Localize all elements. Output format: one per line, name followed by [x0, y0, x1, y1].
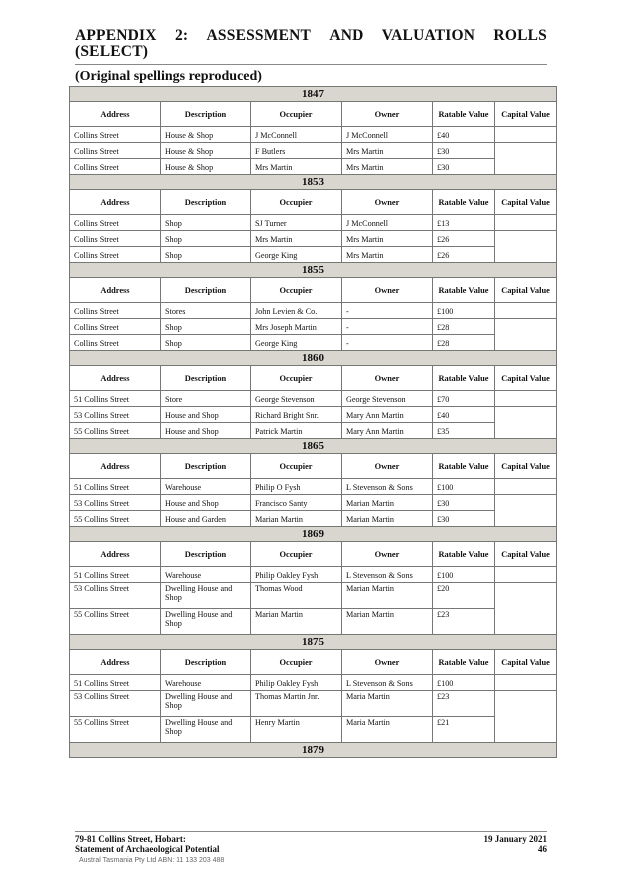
column-header: Ratable Value — [433, 542, 495, 567]
column-header: Capital Value — [495, 650, 557, 675]
column-header: Description — [161, 102, 251, 127]
description-cell: House & Shop — [161, 159, 251, 175]
address-cell: 53 Collins Street — [70, 583, 161, 609]
description-cell: Shop — [161, 319, 251, 335]
address-cell: Collins Street — [70, 143, 161, 159]
occupier-cell: F Butlers — [251, 143, 342, 159]
table-row — [70, 303, 557, 319]
column-header: Ratable Value — [433, 278, 495, 303]
description-cell: Stores — [161, 303, 251, 319]
address-cell: 51 Collins Street — [70, 479, 161, 495]
table-row — [70, 159, 557, 175]
column-header-row — [70, 102, 557, 127]
subtitle: (Original spellings reproduced) — [75, 69, 262, 84]
column-header: Owner — [342, 542, 433, 567]
table-row — [70, 479, 557, 495]
address-cell: 55 Collins Street — [70, 609, 161, 635]
table-row — [70, 567, 557, 583]
capital-value-cell — [495, 675, 557, 691]
table-row — [70, 319, 557, 335]
ratable-value-cell: £70 — [433, 391, 495, 407]
address-cell: 51 Collins Street — [70, 391, 161, 407]
column-header: Owner — [342, 366, 433, 391]
footer-address: 79-81 Collins Street, Hobart: — [75, 834, 186, 844]
column-header: Address — [70, 190, 161, 215]
owner-cell: J McConnell — [342, 215, 433, 231]
footer-company: Austral Tasmania Pty Ltd ABN: 11 133 203 488 — [79, 857, 225, 864]
year-label: 1847 — [70, 87, 557, 102]
owner-cell: Marian Martin — [342, 609, 433, 635]
capital-value-cell — [495, 391, 557, 407]
column-header: Owner — [342, 190, 433, 215]
column-header: Ratable Value — [433, 366, 495, 391]
owner-cell: Mrs Martin — [342, 159, 433, 175]
ratable-value-cell: £23 — [433, 609, 495, 635]
column-header: Occupier — [251, 650, 342, 675]
capital-value-cell — [495, 231, 557, 263]
heading-rule — [75, 64, 547, 65]
column-header: Capital Value — [495, 278, 557, 303]
address-cell: Collins Street — [70, 215, 161, 231]
table-row — [70, 215, 557, 231]
heading-line-2: (SELECT) — [75, 43, 149, 60]
address-cell: Collins Street — [70, 231, 161, 247]
occupier-cell: SJ Turner — [251, 215, 342, 231]
year-label: 1879 — [70, 743, 557, 758]
address-cell: Collins Street — [70, 127, 161, 143]
owner-cell: Mary Ann Martin — [342, 423, 433, 439]
description-cell: Dwelling House and Shop — [161, 583, 251, 609]
occupier-cell: George Stevenson — [251, 391, 342, 407]
description-cell: Dwelling House and Shop — [161, 609, 251, 635]
owner-cell: J McConnell — [342, 127, 433, 143]
footer-meta — [400, 834, 547, 854]
address-cell: Collins Street — [70, 335, 161, 351]
column-header: Occupier — [251, 454, 342, 479]
ratable-value-cell: £30 — [433, 159, 495, 175]
footer-document-title — [75, 834, 220, 854]
column-header: Description — [161, 190, 251, 215]
description-cell: House & Shop — [161, 127, 251, 143]
description-cell: House & Shop — [161, 143, 251, 159]
column-header-row — [70, 278, 557, 303]
column-header: Address — [70, 366, 161, 391]
year-label: 1865 — [70, 439, 557, 454]
heading-word: ROLLS — [493, 27, 547, 44]
description-cell: Warehouse — [161, 479, 251, 495]
address-cell: 53 Collins Street — [70, 691, 161, 717]
table-row — [70, 143, 557, 159]
owner-cell: L Stevenson & Sons — [342, 567, 433, 583]
column-header: Description — [161, 366, 251, 391]
table-row — [70, 717, 557, 743]
occupier-cell: Marian Martin — [251, 609, 342, 635]
occupier-cell: J McConnell — [251, 127, 342, 143]
description-cell: House and Shop — [161, 407, 251, 423]
column-header: Ratable Value — [433, 102, 495, 127]
heading-word: ASSESSMENT — [206, 27, 312, 44]
occupier-cell: Henry Martin — [251, 717, 342, 743]
owner-cell: Marian Martin — [342, 495, 433, 511]
description-cell: Shop — [161, 231, 251, 247]
year-label: 1875 — [70, 635, 557, 650]
column-header: Address — [70, 102, 161, 127]
year-label: 1853 — [70, 175, 557, 190]
column-header: Description — [161, 278, 251, 303]
column-header: Owner — [342, 278, 433, 303]
year-row — [70, 263, 557, 278]
ratable-value-cell: £28 — [433, 335, 495, 351]
table-row — [70, 609, 557, 635]
owner-cell: L Stevenson & Sons — [342, 479, 433, 495]
ratable-value-cell: £40 — [433, 407, 495, 423]
address-cell: 51 Collins Street — [70, 675, 161, 691]
description-cell: Shop — [161, 335, 251, 351]
occupier-cell: Mrs Joseph Martin — [251, 319, 342, 335]
capital-value-cell — [495, 127, 557, 143]
column-header: Occupier — [251, 542, 342, 567]
column-header: Ratable Value — [433, 454, 495, 479]
column-header: Address — [70, 542, 161, 567]
owner-cell: - — [342, 335, 433, 351]
address-cell: Collins Street — [70, 319, 161, 335]
ratable-value-cell: £23 — [433, 691, 495, 717]
address-cell: 55 Collins Street — [70, 511, 161, 527]
occupier-cell: Philip O Fysh — [251, 479, 342, 495]
appendix-heading — [75, 28, 547, 60]
occupier-cell: Marian Martin — [251, 511, 342, 527]
column-header: Capital Value — [495, 102, 557, 127]
address-cell: 53 Collins Street — [70, 495, 161, 511]
ratable-value-cell: £30 — [433, 495, 495, 511]
column-header: Description — [161, 454, 251, 479]
capital-value-cell — [495, 495, 557, 527]
address-cell: Collins Street — [70, 303, 161, 319]
description-cell: Dwelling House and Shop — [161, 691, 251, 717]
address-cell: Collins Street — [70, 159, 161, 175]
address-cell: Collins Street — [70, 247, 161, 263]
table-row — [70, 391, 557, 407]
owner-cell: L Stevenson & Sons — [342, 675, 433, 691]
ratable-value-cell: £21 — [433, 717, 495, 743]
column-header: Owner — [342, 454, 433, 479]
column-header-row — [70, 650, 557, 675]
occupier-cell: Mrs Martin — [251, 159, 342, 175]
occupier-cell: Philip Oakley Fysh — [251, 567, 342, 583]
year-row — [70, 527, 557, 542]
column-header: Capital Value — [495, 366, 557, 391]
ratable-value-cell: £100 — [433, 479, 495, 495]
owner-cell: Mrs Martin — [342, 143, 433, 159]
owner-cell: Marian Martin — [342, 511, 433, 527]
description-cell: Store — [161, 391, 251, 407]
address-cell: 53 Collins Street — [70, 407, 161, 423]
table-row — [70, 127, 557, 143]
table-row — [70, 423, 557, 439]
table-row — [70, 495, 557, 511]
column-header-row — [70, 190, 557, 215]
owner-cell: Marian Martin — [342, 583, 433, 609]
column-header: Capital Value — [495, 542, 557, 567]
table-row — [70, 511, 557, 527]
column-header: Ratable Value — [433, 650, 495, 675]
table-row — [70, 691, 557, 717]
column-header: Address — [70, 278, 161, 303]
column-header: Owner — [342, 102, 433, 127]
capital-value-cell — [495, 407, 557, 439]
year-row — [70, 635, 557, 650]
ratable-value-cell: £28 — [433, 319, 495, 335]
ratable-value-cell: £30 — [433, 511, 495, 527]
ratable-value-cell: £100 — [433, 303, 495, 319]
occupier-cell: George King — [251, 247, 342, 263]
capital-value-cell — [495, 303, 557, 319]
column-header: Address — [70, 650, 161, 675]
occupier-cell: Francisco Santy — [251, 495, 342, 511]
column-header: Occupier — [251, 102, 342, 127]
footer-date: 19 January 2021 — [483, 834, 547, 844]
page-number: 46 — [538, 844, 547, 854]
heading-word: AND — [329, 27, 364, 44]
occupier-cell: Richard Bright Snr. — [251, 407, 342, 423]
column-header: Description — [161, 650, 251, 675]
column-header: Occupier — [251, 190, 342, 215]
footer-rule — [75, 831, 547, 832]
capital-value-cell — [495, 143, 557, 175]
year-row — [70, 743, 557, 758]
owner-cell: Mrs Martin — [342, 231, 433, 247]
column-header: Capital Value — [495, 454, 557, 479]
owner-cell: - — [342, 303, 433, 319]
occupier-cell: George King — [251, 335, 342, 351]
year-row — [70, 87, 557, 102]
column-header-row — [70, 454, 557, 479]
address-cell: 51 Collins Street — [70, 567, 161, 583]
ratable-value-cell: £35 — [433, 423, 495, 439]
capital-value-cell — [495, 583, 557, 635]
column-header: Ratable Value — [433, 190, 495, 215]
column-header: Description — [161, 542, 251, 567]
ratable-value-cell: £30 — [433, 143, 495, 159]
occupier-cell: Mrs Martin — [251, 231, 342, 247]
heading-line-1 — [75, 28, 547, 44]
year-row — [70, 175, 557, 190]
column-header: Address — [70, 454, 161, 479]
column-header: Capital Value — [495, 190, 557, 215]
capital-value-cell — [495, 567, 557, 583]
description-cell: Dwelling House and Shop — [161, 717, 251, 743]
valuation-rolls-table — [69, 86, 557, 758]
description-cell: House and Garden — [161, 511, 251, 527]
table-row — [70, 231, 557, 247]
column-header: Occupier — [251, 366, 342, 391]
owner-cell: Maria Martin — [342, 717, 433, 743]
occupier-cell: Thomas Martin Jnr. — [251, 691, 342, 717]
year-label: 1855 — [70, 263, 557, 278]
table-row — [70, 407, 557, 423]
capital-value-cell — [495, 691, 557, 743]
column-header: Owner — [342, 650, 433, 675]
ratable-value-cell: £100 — [433, 567, 495, 583]
occupier-cell: Thomas Wood — [251, 583, 342, 609]
occupier-cell: John Levien & Co. — [251, 303, 342, 319]
description-cell: House and Shop — [161, 495, 251, 511]
table-row — [70, 583, 557, 609]
heading-word: APPENDIX — [75, 27, 157, 44]
description-cell: House and Shop — [161, 423, 251, 439]
table-row — [70, 247, 557, 263]
capital-value-cell — [495, 479, 557, 495]
ratable-value-cell: £40 — [433, 127, 495, 143]
year-row — [70, 439, 557, 454]
owner-cell: Maria Martin — [342, 691, 433, 717]
year-row — [70, 351, 557, 366]
capital-value-cell — [495, 319, 557, 351]
footer-statement: Statement of Archaeological Potential — [75, 844, 220, 854]
address-cell: 55 Collins Street — [70, 423, 161, 439]
column-header: Occupier — [251, 278, 342, 303]
address-cell: 55 Collins Street — [70, 717, 161, 743]
ratable-value-cell: £13 — [433, 215, 495, 231]
owner-cell: - — [342, 319, 433, 335]
year-label: 1869 — [70, 527, 557, 542]
description-cell: Warehouse — [161, 675, 251, 691]
capital-value-cell — [495, 215, 557, 231]
ratable-value-cell: £20 — [433, 583, 495, 609]
table-row — [70, 335, 557, 351]
occupier-cell: Patrick Martin — [251, 423, 342, 439]
ratable-value-cell: £100 — [433, 675, 495, 691]
column-header-row — [70, 366, 557, 391]
occupier-cell: Philip Oakley Fysh — [251, 675, 342, 691]
column-header-row — [70, 542, 557, 567]
owner-cell: Mary Ann Martin — [342, 407, 433, 423]
table-row — [70, 675, 557, 691]
ratable-value-cell: £26 — [433, 231, 495, 247]
description-cell: Shop — [161, 215, 251, 231]
heading-word: VALUATION — [381, 27, 476, 44]
heading-word: 2: — [174, 27, 189, 44]
description-cell: Shop — [161, 247, 251, 263]
owner-cell: George Stevenson — [342, 391, 433, 407]
owner-cell: Mrs Martin — [342, 247, 433, 263]
year-label: 1860 — [70, 351, 557, 366]
description-cell: Warehouse — [161, 567, 251, 583]
ratable-value-cell: £26 — [433, 247, 495, 263]
